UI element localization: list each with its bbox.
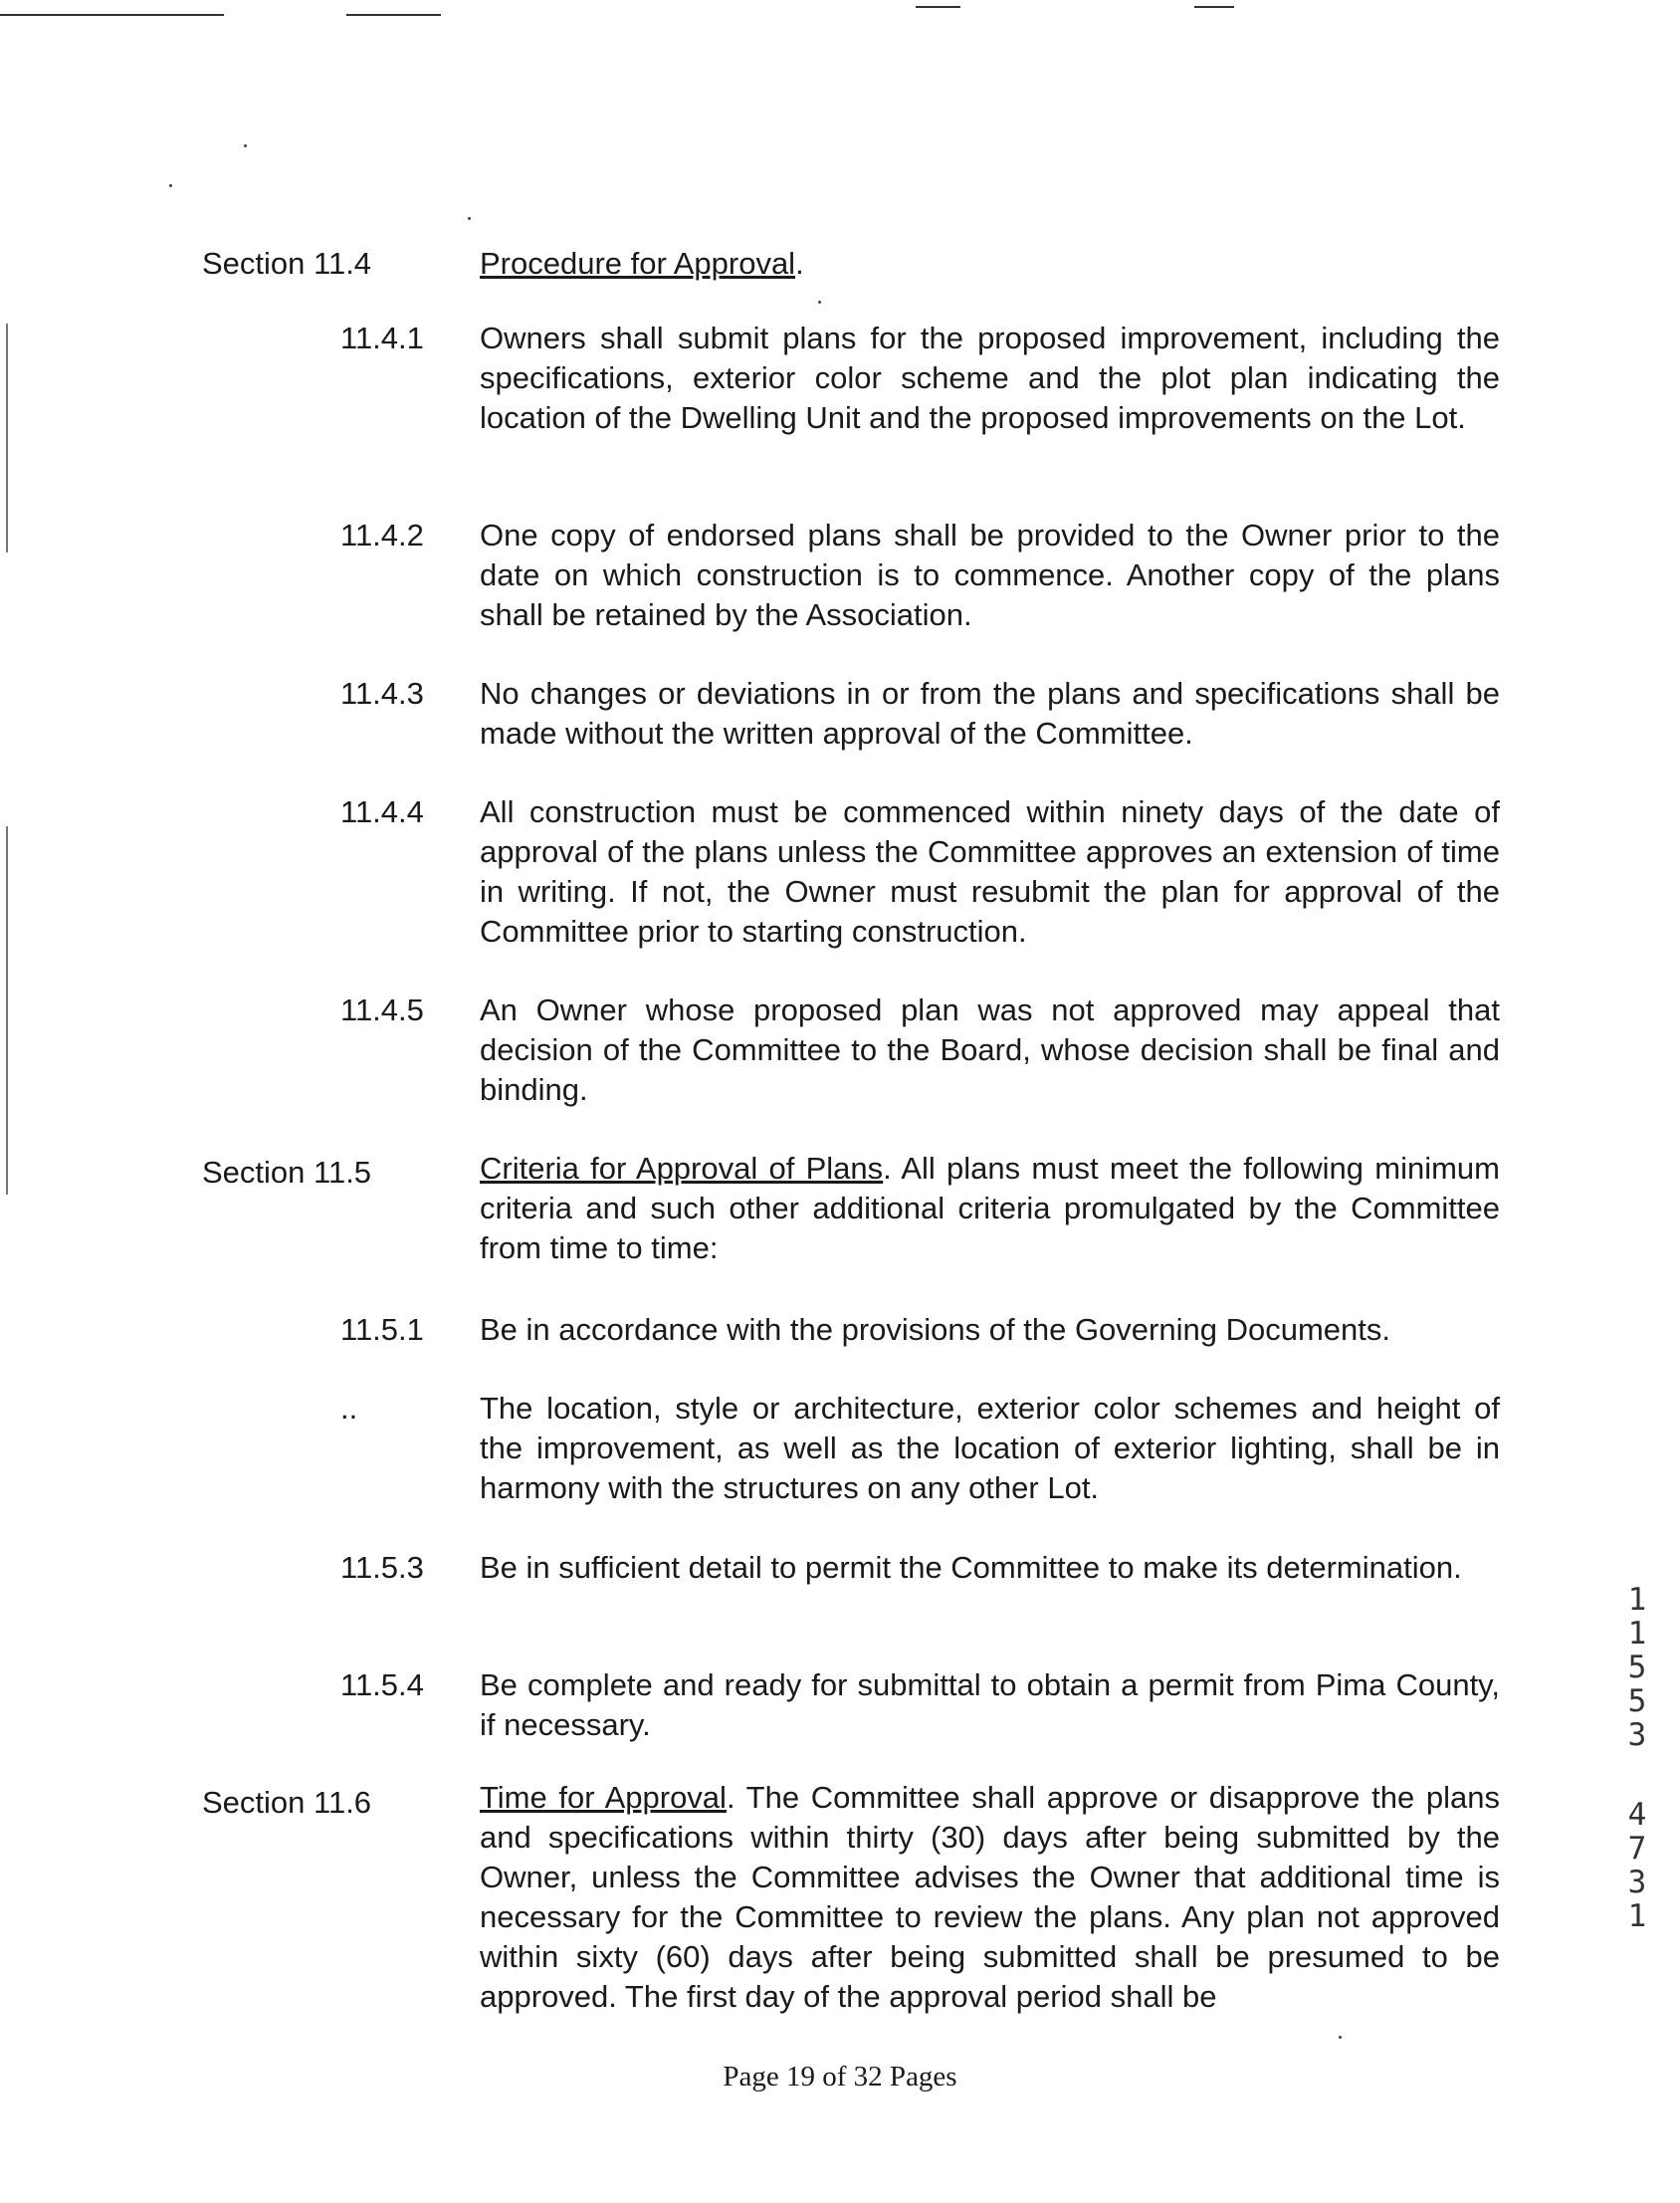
scan-artifact [6, 324, 8, 552]
recording-digit: 3 [1627, 1865, 1647, 1900]
item-text: All construction must be commenced within ninety days of the date of approval of the plans unless the Committee approves an extension of time in writing. If not, the Owner must resubmit the plan for approval of the Committee prior to starting construction. [480, 794, 1500, 949]
scan-artifact [916, 6, 960, 8]
item-label: 11.5.3 [340, 1550, 424, 1585]
item-text: An Owner whose proposed plan was not approved may appeal that decision of the Committee to the Board, whose decision shall be final and binding. [480, 992, 1500, 1107]
recording-digit: 3 [1627, 1717, 1647, 1753]
section-text: . [795, 246, 804, 281]
scan-artifact [6, 826, 8, 1195]
item-text: Be in accordance with the provisions of the Governing Documents. [480, 1312, 1390, 1347]
scan-artifact [818, 301, 821, 304]
item-label: .. [340, 1391, 358, 1426]
recording-number [1622, 1583, 1652, 1933]
item-label: 11.4.3 [340, 676, 424, 711]
section-heading-block [480, 244, 1500, 284]
item-label: 11.4.4 [340, 794, 424, 829]
item-label: 11.5.1 [340, 1312, 424, 1347]
scan-artifact [1194, 6, 1234, 8]
recording-digit: 5 [1627, 1650, 1647, 1685]
recording-digit: 1 [1627, 1616, 1647, 1652]
item-text: No changes or deviations in or from the plans and specifications shall be made without the written approval of the Committee. [480, 676, 1500, 751]
scan-artifact [1339, 2036, 1342, 2039]
scan-artifact [346, 14, 441, 16]
item-label: 11.4.5 [340, 992, 424, 1027]
section-text: . The Committee shall approve or disapprove the plans and specifications within thirty (30) days after being submitted by the Owner, unless the Committee advises the Owner that additional time is necessary for the Committee to review the plans. Any plan not approved within sixty (60) days after being submitted shall be presumed to be approved. The first day of the approval period shall be [480, 1780, 1500, 2014]
section-heading: Procedure for Approval [480, 246, 796, 281]
section-heading: Time for Approval [480, 1780, 727, 1815]
section-label: Section 11.4 [202, 246, 372, 281]
item-text: Be complete and ready for submittal to obtain a permit from Pima County, if necessary. [480, 1667, 1500, 1742]
item-label: 11.5.4 [340, 1667, 424, 1702]
section-label: Section 11.6 [202, 1785, 372, 1820]
section-heading-block [480, 1149, 1500, 1268]
item-text: One copy of endorsed plans shall be provided to the Owner prior to the date on which construction is to commence. Another copy of the plans shall be retained by the Association. [480, 518, 1500, 632]
item-text: Be in sufficient detail to permit the Committee to make its determination. [480, 1550, 1462, 1585]
recording-digit: 1 [1627, 1898, 1647, 1934]
item-label: 11.4.1 [340, 321, 424, 355]
recording-digit: 1 [1627, 1582, 1647, 1618]
scan-artifact [169, 184, 172, 187]
item-text: The location, style or architecture, exterior color schemes and height of the improvement, as well as the location of exterior lighting, shall be in harmony with the structures on any other Lot. [480, 1391, 1500, 1505]
section-heading-block [480, 1778, 1500, 2017]
section-text: . All plans must meet the following minimum criteria and such other additional criteria promulgated by the Committee from time to time: [480, 1151, 1500, 1265]
section-label: Section 11.5 [202, 1155, 372, 1190]
page-footer: Page 19 of 32 Pages [723, 2061, 957, 2093]
recording-digit: 7 [1627, 1831, 1647, 1867]
recording-digit: 4 [1627, 1797, 1647, 1833]
section-heading: Criteria for Approval of Plans [480, 1151, 884, 1186]
item-label: 11.4.2 [340, 518, 424, 552]
scan-artifact [244, 144, 247, 147]
scan-artifact [468, 217, 471, 220]
scan-artifact [0, 14, 224, 16]
item-text: Owners shall submit plans for the proposed improvement, including the specifications, exterior color scheme and the plot plan indicating the location of the Dwelling Unit and the proposed improvements on the Lot. [480, 321, 1500, 435]
recording-digit: 5 [1627, 1683, 1647, 1719]
